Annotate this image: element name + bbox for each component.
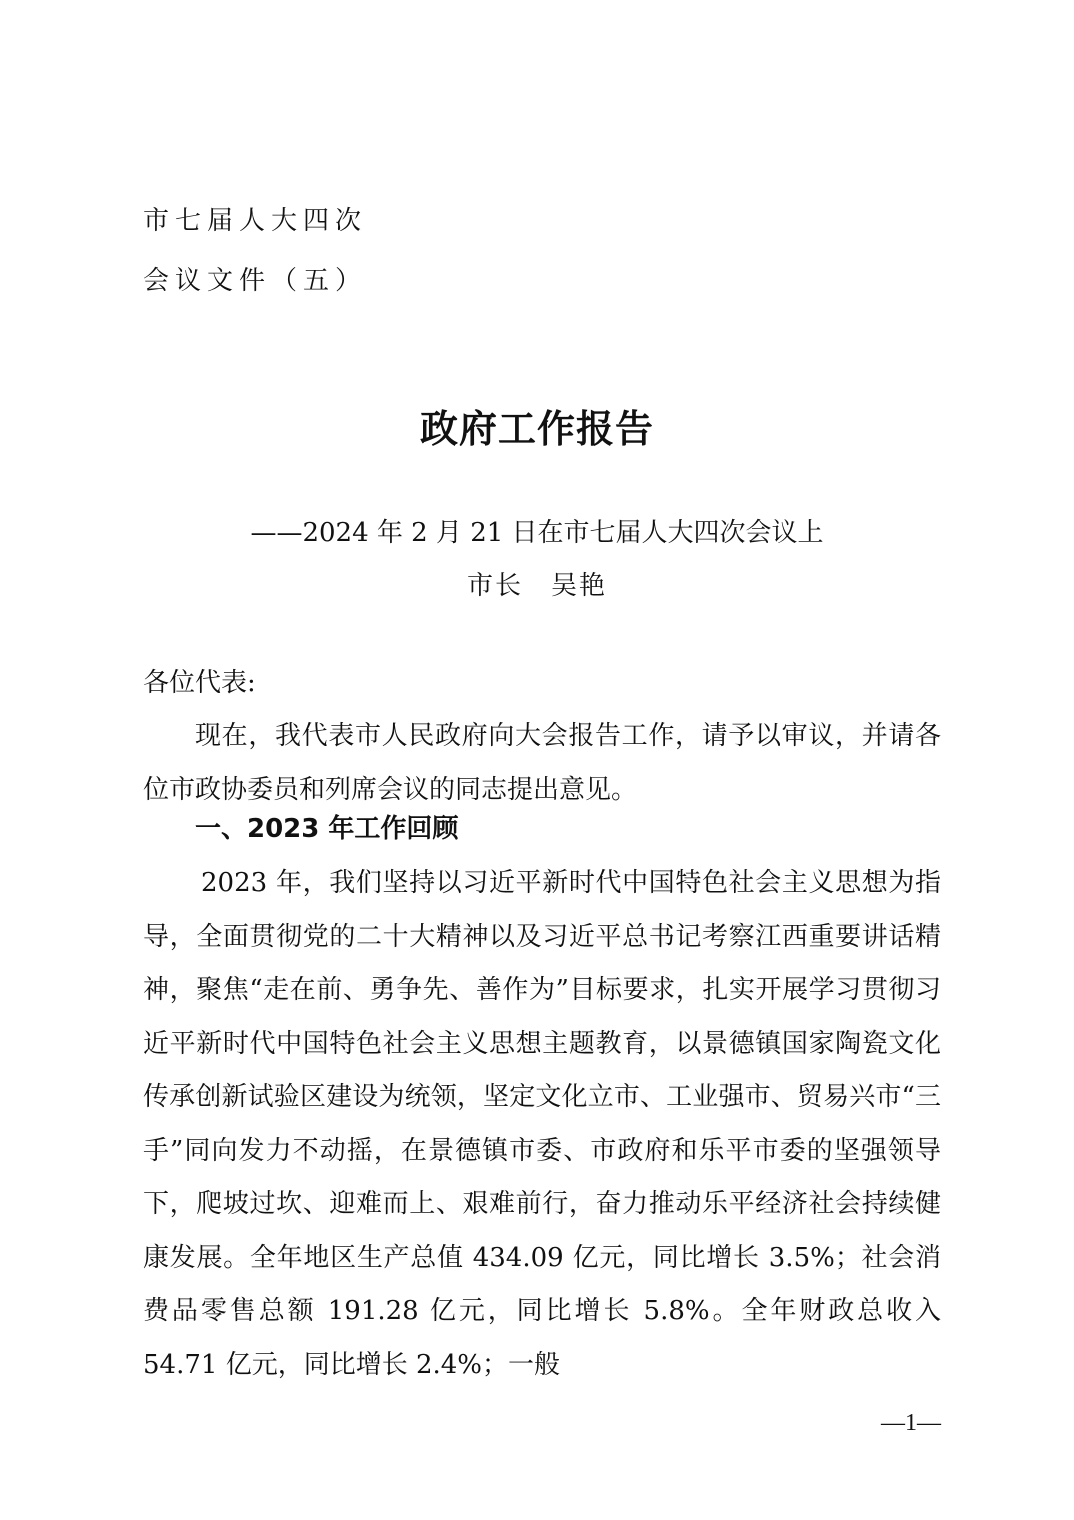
- page-number: —1—: [881, 1410, 941, 1436]
- section-heading: 一、2023 年工作回顾: [195, 814, 459, 844]
- subtitle-author-line: 市长 吴艳: [466, 571, 607, 601]
- body-paragraph: 2023 年，我们坚持以习近平新时代中国特色社会主义思想为指导，全面贯彻党的二十大精神以及习近平总书记考察江西重要讲话精神，聚焦“走在前、勇争先、善作为”目标要求，扎实开展学习贯彻习近平新时代中国特色社会主义思想主题教育，以景德镇国家陶瓷文化传承创新试验区建设为统领，坚定文化立市、工业强市、贸易兴市“三手”同向发力不动摇，在景德镇市委、市政府和乐平市委的坚强领导下，爬坡过坎、迎难而上、艰难前行，奋力推动乐平经济社会持续健康发展。全年地区生产总值 434.09 亿元，同比增长 3.5%；社会消费品零售总额 191.28 亿元，同比增长 5.8%。全年财政总收入 54.71 亿元，同比增长 2.4%；一般: [143, 868, 941, 1380]
- document-number-label: 会议文件（五）: [143, 266, 368, 296]
- salutation: 各位代表:: [143, 668, 256, 698]
- subtitle-date-line: ——2024 年 2 月 21 日在市七届人大四次会议上: [250, 518, 824, 548]
- page-title: 政府工作报告: [419, 406, 654, 451]
- intro-paragraph: 现在，我代表市人民政府向大会报告工作，请予以审议，并请各位市政协委员和列席会议的同志提出意见。: [143, 721, 941, 805]
- meeting-session-label: 市七届人大四次: [143, 206, 368, 236]
